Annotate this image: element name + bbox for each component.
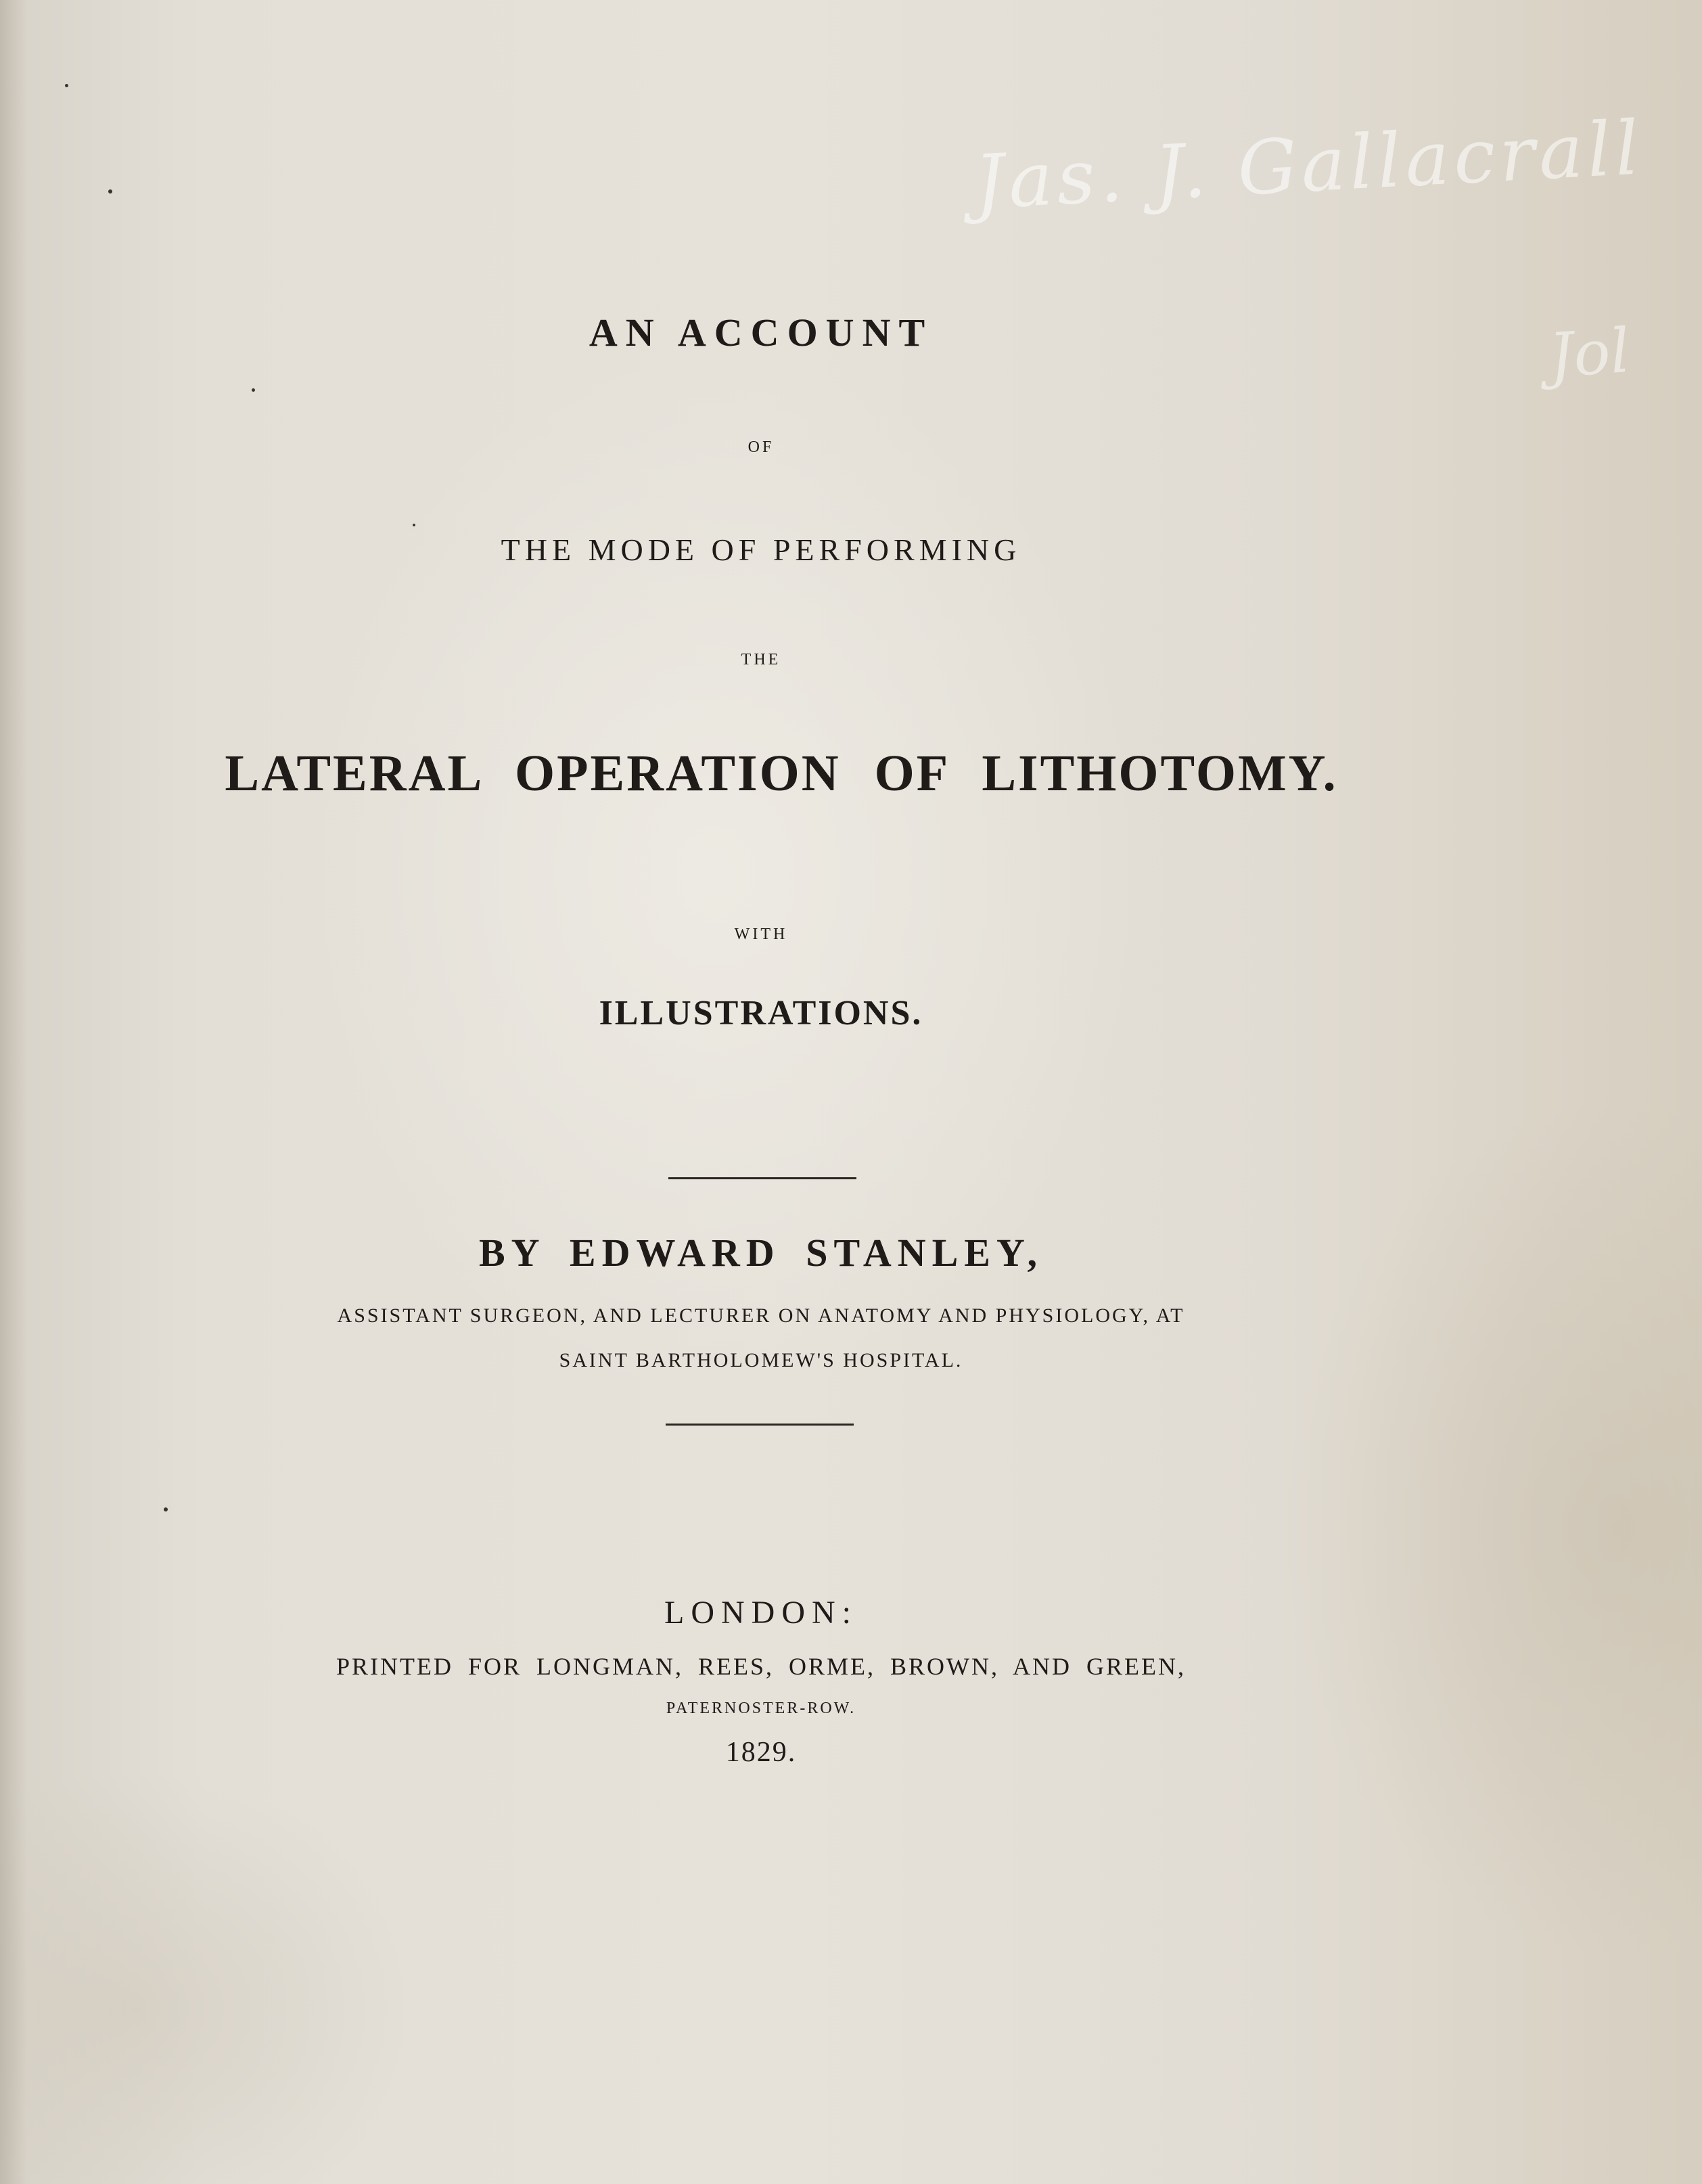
title-line-the: THE xyxy=(741,651,781,668)
title-line-with: WITH xyxy=(734,926,788,943)
foxing-speck xyxy=(65,84,68,87)
author-name: BY EDWARD STANLEY, xyxy=(478,1231,1044,1275)
main-title: LATERAL OPERATION OF LITHOTOMY. xyxy=(225,745,1338,802)
author-title-line-2: SAINT BARTHOLOMEW'S HOSPITAL. xyxy=(559,1349,963,1371)
imprint-address: PATERNOSTER-ROW. xyxy=(666,1700,856,1717)
imprint-year: 1829. xyxy=(725,1737,797,1768)
imprint-printer: PRINTED FOR LONGMAN, REES, ORME, BROWN, AND GREEN, xyxy=(336,1653,1187,1680)
title-line-mode-of-performing: THE MODE OF PERFORMING xyxy=(501,532,1021,567)
foxing-speck xyxy=(108,189,112,194)
divider-rule-top xyxy=(668,1177,856,1179)
foxing-speck xyxy=(252,388,255,392)
handwritten-inscription: Jas. J. Gallacrall xyxy=(972,104,1645,226)
title-line-an-account: AN ACCOUNT xyxy=(589,311,934,355)
title-line-illustrations: ILLUSTRATIONS. xyxy=(599,994,923,1032)
foxing-speck xyxy=(413,524,415,526)
author-title-line-1: ASSISTANT SURGEON, AND LECTURER ON ANATOMY AND PHYSIOLOGY, AT xyxy=(337,1304,1185,1327)
divider-rule-bottom xyxy=(666,1424,854,1426)
handwritten-inscription-fragment: Jol xyxy=(1546,315,1632,392)
foxing-speck xyxy=(164,1507,168,1511)
imprint-place: LONDON: xyxy=(664,1595,858,1631)
title-line-of: OF xyxy=(748,438,775,456)
